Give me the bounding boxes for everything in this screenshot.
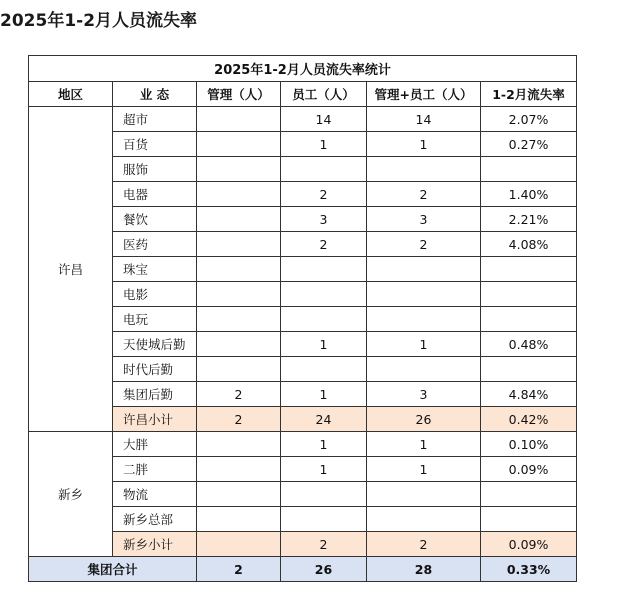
- business-cell: 餐饮: [113, 207, 197, 232]
- business-cell: 集团后勤: [113, 382, 197, 407]
- rate-cell: [481, 482, 577, 507]
- business-cell: 珠宝: [113, 257, 197, 282]
- table-row: [29, 107, 577, 132]
- total-cell: 3: [367, 382, 481, 407]
- management-cell: 2: [197, 407, 281, 432]
- staff-cell: 1: [281, 432, 367, 457]
- page-title: 2025年1-2月人员流失率: [0, 11, 198, 31]
- business-cell: 电器: [113, 182, 197, 207]
- staff-cell: 1: [281, 382, 367, 407]
- table-row: [29, 432, 577, 457]
- business-cell: 许昌小计: [113, 407, 197, 432]
- header-staff: 员工（人）: [281, 82, 367, 107]
- header-row: [29, 82, 577, 107]
- business-cell: 天使城后勤: [113, 332, 197, 357]
- business-cell: 二胖: [113, 457, 197, 482]
- total-cell: 28: [367, 557, 481, 582]
- management-cell: [197, 132, 281, 157]
- management-cell: [197, 507, 281, 532]
- staff-cell: 2: [281, 232, 367, 257]
- header-management: 管理（人）: [197, 82, 281, 107]
- management-cell: [197, 482, 281, 507]
- management-cell: [197, 432, 281, 457]
- rate-cell: [481, 307, 577, 332]
- rate-cell: [481, 507, 577, 532]
- management-cell: [197, 357, 281, 382]
- management-cell: [197, 232, 281, 257]
- rate-cell: 2.21%: [481, 207, 577, 232]
- grand-total-row: [29, 557, 577, 582]
- business-cell: 服饰: [113, 157, 197, 182]
- rate-cell: 2.07%: [481, 107, 577, 132]
- rate-cell: [481, 157, 577, 182]
- staff-cell: [281, 357, 367, 382]
- management-cell: [197, 257, 281, 282]
- business-cell: 电玩: [113, 307, 197, 332]
- staff-cell: [281, 257, 367, 282]
- table-caption: 2025年1-2月人员流失率统计: [29, 56, 577, 82]
- management-cell: 2: [197, 557, 281, 582]
- region-cell: 许昌: [29, 107, 113, 432]
- staff-cell: 2: [281, 532, 367, 557]
- total-cell: 3: [367, 207, 481, 232]
- management-cell: [197, 307, 281, 332]
- header-region: 地区: [29, 82, 113, 107]
- rate-cell: [481, 282, 577, 307]
- grand-total-label: 集团合计: [29, 557, 197, 582]
- rate-cell: [481, 357, 577, 382]
- staff-cell: 2: [281, 182, 367, 207]
- management-cell: [197, 532, 281, 557]
- region-cell: 新乡: [29, 432, 113, 557]
- rate-cell: 0.27%: [481, 132, 577, 157]
- attrition-table: [28, 55, 577, 582]
- total-cell: 14: [367, 107, 481, 132]
- total-cell: [367, 307, 481, 332]
- total-cell: [367, 282, 481, 307]
- business-cell: 超市: [113, 107, 197, 132]
- management-cell: 2: [197, 382, 281, 407]
- rate-cell: 0.33%: [481, 557, 577, 582]
- rate-cell: 0.42%: [481, 407, 577, 432]
- staff-cell: [281, 157, 367, 182]
- rate-cell: [481, 257, 577, 282]
- business-cell: 百货: [113, 132, 197, 157]
- total-cell: [367, 157, 481, 182]
- staff-cell: 26: [281, 557, 367, 582]
- staff-cell: 24: [281, 407, 367, 432]
- management-cell: [197, 107, 281, 132]
- total-cell: 2: [367, 532, 481, 557]
- total-cell: [367, 257, 481, 282]
- business-cell: 物流: [113, 482, 197, 507]
- total-cell: 1: [367, 457, 481, 482]
- staff-cell: 1: [281, 332, 367, 357]
- management-cell: [197, 332, 281, 357]
- total-cell: 2: [367, 182, 481, 207]
- total-cell: 1: [367, 132, 481, 157]
- management-cell: [197, 182, 281, 207]
- staff-cell: 3: [281, 207, 367, 232]
- rate-cell: 0.09%: [481, 532, 577, 557]
- rate-cell: 0.10%: [481, 432, 577, 457]
- total-cell: [367, 507, 481, 532]
- rate-cell: 1.40%: [481, 182, 577, 207]
- rate-cell: 0.09%: [481, 457, 577, 482]
- business-cell: 医药: [113, 232, 197, 257]
- header-total: 管理+员工（人）: [367, 82, 481, 107]
- management-cell: [197, 457, 281, 482]
- staff-cell: [281, 507, 367, 532]
- staff-cell: 1: [281, 132, 367, 157]
- management-cell: [197, 282, 281, 307]
- staff-cell: [281, 307, 367, 332]
- staff-cell: [281, 282, 367, 307]
- management-cell: [197, 207, 281, 232]
- staff-cell: [281, 482, 367, 507]
- rate-cell: 0.48%: [481, 332, 577, 357]
- business-cell: 大胖: [113, 432, 197, 457]
- management-cell: [197, 157, 281, 182]
- business-cell: 时代后勤: [113, 357, 197, 382]
- rate-cell: 4.08%: [481, 232, 577, 257]
- total-cell: 1: [367, 432, 481, 457]
- staff-cell: 14: [281, 107, 367, 132]
- total-cell: 26: [367, 407, 481, 432]
- total-cell: 2: [367, 232, 481, 257]
- total-cell: 1: [367, 332, 481, 357]
- rate-cell: 4.84%: [481, 382, 577, 407]
- header-rate: 1-2月流失率: [481, 82, 577, 107]
- total-cell: [367, 482, 481, 507]
- business-cell: 电影: [113, 282, 197, 307]
- staff-cell: 1: [281, 457, 367, 482]
- total-cell: [367, 357, 481, 382]
- header-business: 业 态: [113, 82, 197, 107]
- business-cell: 新乡总部: [113, 507, 197, 532]
- business-cell: 新乡小计: [113, 532, 197, 557]
